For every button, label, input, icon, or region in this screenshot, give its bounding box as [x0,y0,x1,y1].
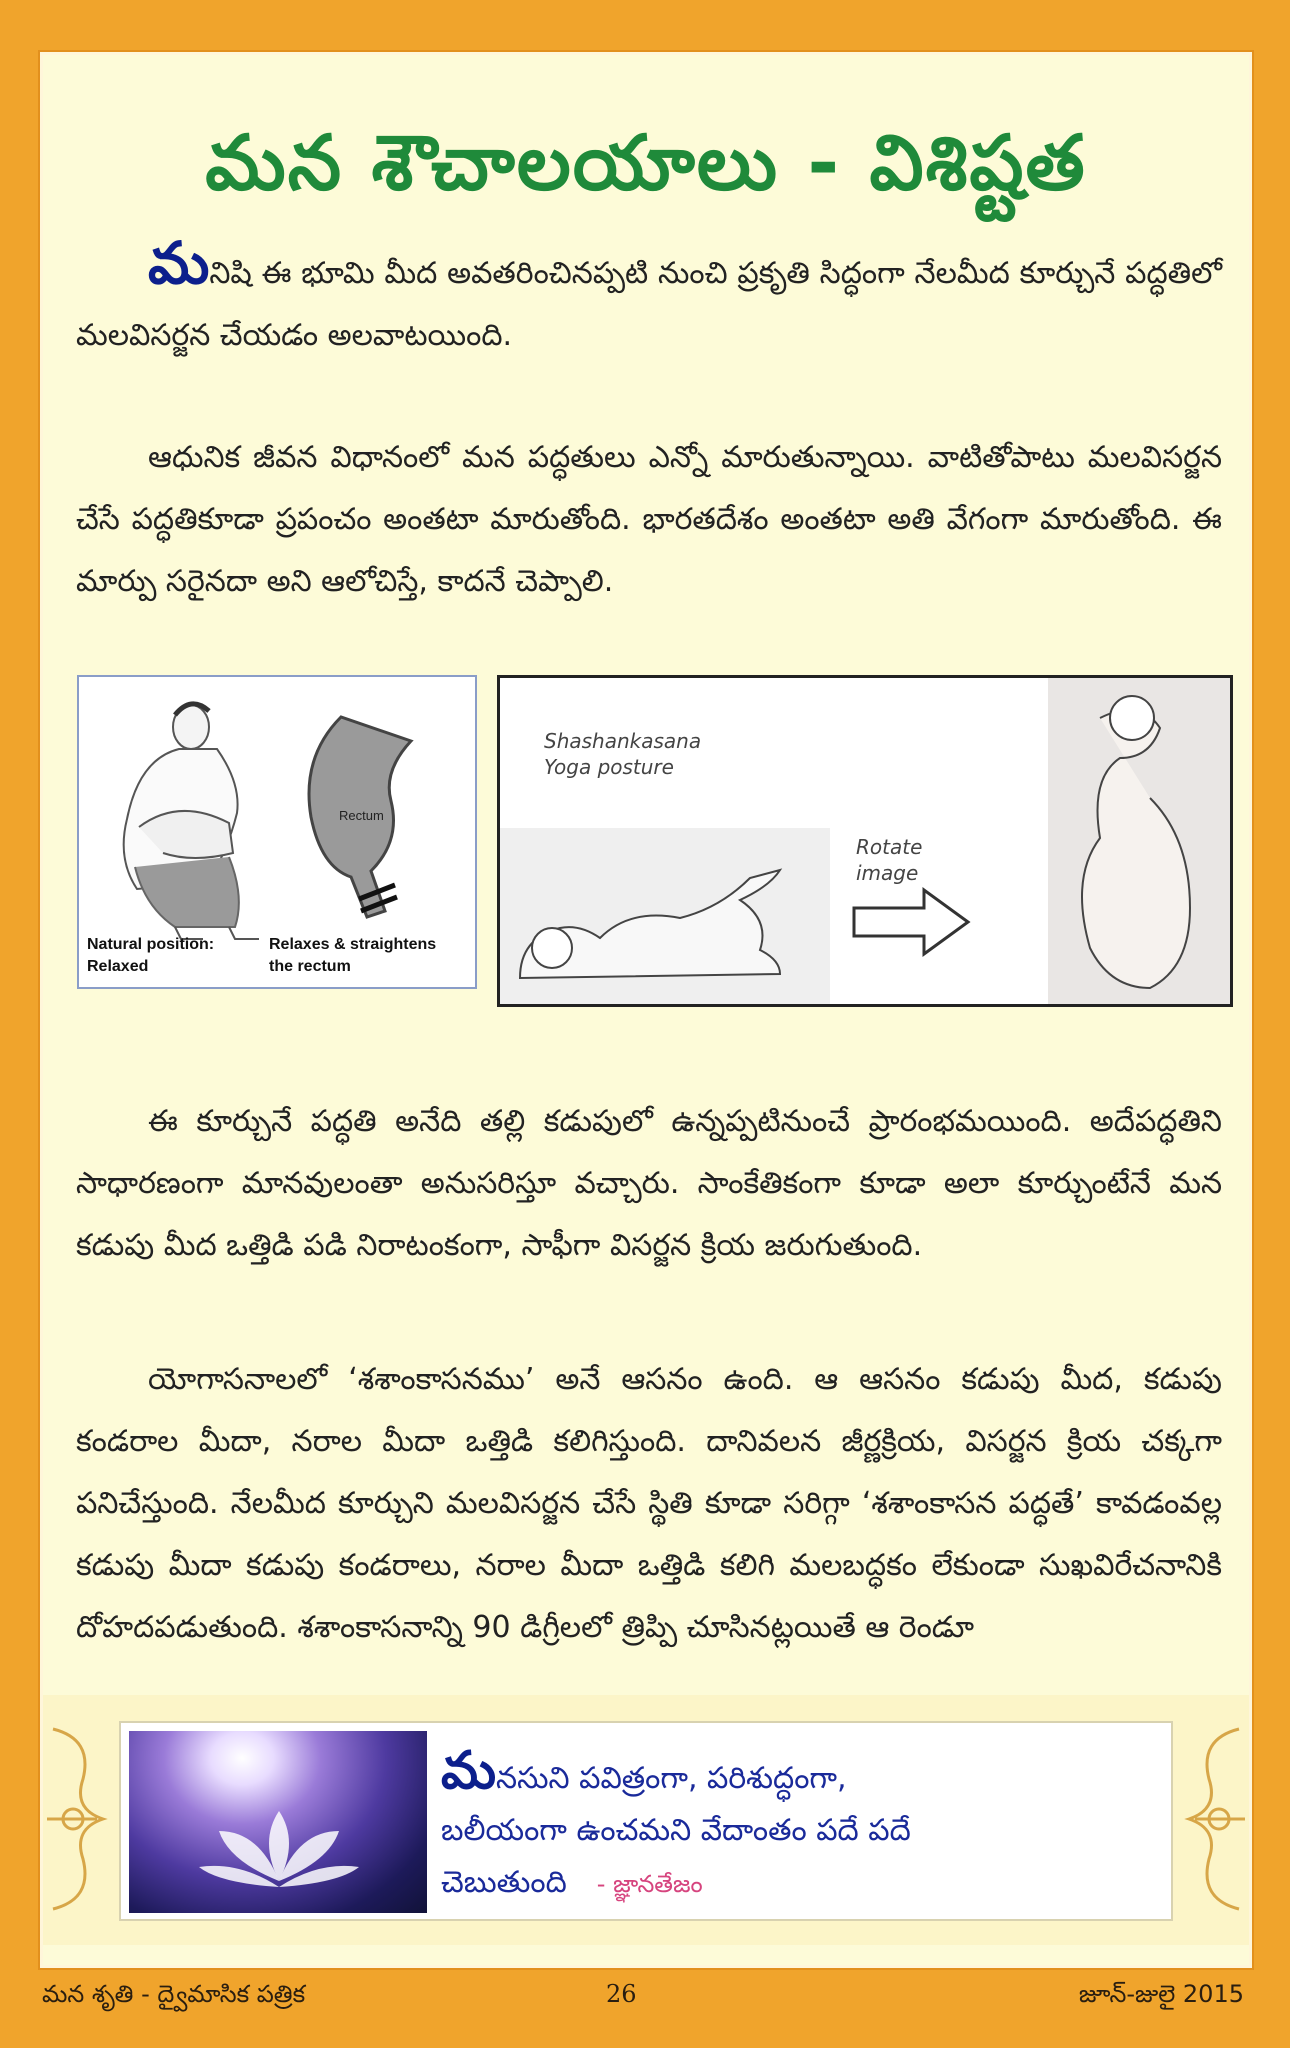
paragraph-2 [76,427,1222,613]
caption-natural-position: Natural position: [87,936,215,953]
paragraph-2-text: ఆధునిక జీవన విధానంలో మన పద్ధతులు ఎన్నో మారుతున్నాయి. వాటితోపాటు మలవిసర్జన చేసే పద్ధతికూడా ప్రపంచం అంతటా మారుతోంది. భారతదేశం అంతటా అతి వేగంగా మారుతోంది. ఈ మార్పు సరైనదా అని ఆలోచిస్తే, కాదనే చెప్పాలి. [76,440,1222,599]
paragraph-3 [76,1091,1222,1277]
rectum-label: Rectum [339,808,384,823]
magazine-name: మన శృతి - ద్వైమాసిక పత్రిక [42,1980,306,2008]
label-image: image [856,861,919,885]
caption-the-rectum: the rectum [269,958,351,975]
lotus-light-image [129,1731,427,1913]
label-yoga-posture: Yoga posture [544,755,674,779]
caption-relaxes-straightens: Relaxes & straightens [269,936,437,953]
paragraph-1 [76,229,1222,367]
quote-line-2: బలీయంగా ఉంచమని వేదాంతం పదే పదే [441,1813,911,1848]
quote-attribution: - జ్ఞానతేజం [596,1870,703,1898]
issue-date: జూన్-జులై 2015 [1078,1980,1244,2008]
drop-cap: మ [148,229,210,297]
quote-line-1: నసుని పవిత్రంగా, పరిశుద్ధంగా, [496,1761,847,1796]
page-footer [0,1976,1290,2020]
paragraph-4-text: యోగాసనాలలో ‘శశాంకాసనము’ అనే ఆసనం ఉంది. ఆ ఆసనం కడుపు మీద, కడుపు కండరాల మీదా, నరాల మీదా ఒత్తిడి కలిగిస్తుంది. దానివలన జీర్ణక్రియ, విసర్జన క్రియ చక్కగా పనిచేస్తుంది. నేలమీద కూర్చుని మలవిసర్జన చేసే స్థితి కూడా సరిగ్గా ‘శశాంకాసన పద్ధతే’ కావడంవల్ల కడుపు మీదా కడుపు కండరాలు, నరాల మీదా ఒత్తిడి కలిగి మలబద్ధకం లేకుండా సుఖవిరేచనానికి దోహదపడుతుంది. శశాంకాసనాన్ని 90 డిగ్రీలలో త్రిప్పి చూసినట్లయితే ఆ రెండూ [76,1362,1222,1645]
article-title: మన శౌచాలయాలు - విశిష్టత [205,118,1087,207]
paragraph-3-text: ఈ కూర్చునే పద్ధతి అనేది తల్లి కడుపులో ఉన్నప్పటినుంచే ప్రారంభమయింది. అదేపద్ధతిని సాధారణంగా మానవులంతా అనుసరిస్తూ వచ్చారు. సాంకేతికంగా కూడా అలా కూర్చుంటేనే మన కడుపు మీద ఒత్తిడి పడి నిరాటంకంగా, సాఫీగా విసర్జన క్రియ జరుగుతుంది. [76,1104,1222,1263]
page-number: 26 [606,1980,637,2008]
page-frame [40,52,1252,1968]
paragraph-4 [76,1349,1222,1659]
lotus-icon [129,1731,427,1913]
right-ornament-icon [1179,1709,1249,1929]
paragraph-1-text: నిషి ఈ భూమి మీద అవతరించినప్పటి నుంచి ప్రకృతి సిద్ధంగా నేలమీద కూర్చునే పద్ధతిలో మలవిసర్జన చేయడం అలవాటయింది. [76,256,1222,353]
caption-relaxed: Relaxed [87,958,149,975]
shashankasana-figure [497,675,1233,1007]
left-ornament-icon [43,1709,113,1929]
quote-box [119,1721,1173,1921]
quote-text [441,1741,1161,1910]
quote-band [43,1695,1249,1945]
squatting-position-figure [77,675,477,989]
label-shashankasana: Shashankasana [544,729,702,753]
label-rotate: Rotate [856,835,923,859]
quote-line-3: చెబుతుంది [441,1865,567,1900]
quote-drop-cap: మ [441,1741,497,1801]
